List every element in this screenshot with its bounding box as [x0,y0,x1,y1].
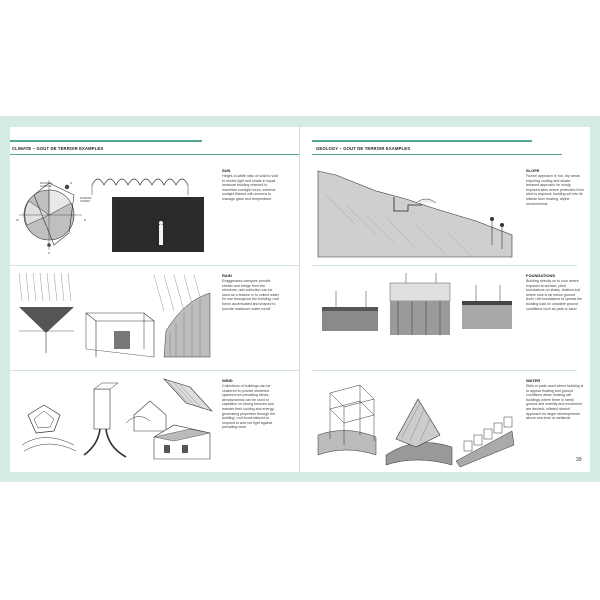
sun-east-label: E [84,218,87,222]
panel-divider [10,265,300,266]
sun-evening-label: EVENING SUNSET [80,197,92,203]
foundations-caption-text: Building directly on to rock where exposed at surface; piled foundations on shaky, shallow soil where rock is far below ground level; raft foundations to spread the building load on unstable ground conditions such as peat or sand [526,279,583,311]
panel-divider [312,265,577,266]
section-rule [10,140,202,142]
wind-diagram-svg [14,375,214,467]
left-section-title: CLIMATE – GOUT DE TERROIR EXAMPLES [12,146,104,151]
sun-caption-title: SUN [222,168,231,173]
book-spread [0,116,600,482]
left-page [10,127,300,472]
water-caption-title: WATER [526,378,541,383]
sun-south-label: S [48,251,51,255]
rain-diagram-svg [14,271,214,363]
panel-divider [312,370,577,371]
water-illustration [316,375,516,467]
foundations-diagram-svg [316,271,516,363]
slope-caption-title: SLOPE [526,168,540,173]
sun-diagram-svg [14,165,214,257]
sun-morning-label: MORNING SUNRISE [40,182,53,188]
slope-illustration [316,165,516,257]
water-diagram-svg [316,375,516,467]
rain-caption-text: Exaggerated canopies provide shelter and refuge from the elements; rain collection can be used as a feature or to collect water for use throughout the building; roof forms accentuated and shaped to provide maximum water runoff [222,279,279,311]
page-number: 39 [576,457,582,463]
panel-divider [10,370,300,371]
rain-illustration [14,271,214,363]
sun-caption-text: Height-to-width ratio of solid to void to render light and shade in equal measure building oriented to maximize sunlight hours; extreme sunlight filtered with screens to manage glare and temperature [222,174,279,201]
sun-illustration [14,165,214,257]
rain-caption-title: RAIN [222,273,232,278]
sun-west-label: W [16,218,19,222]
right-page [300,127,590,472]
right-section-title: GEOLOGY – GOUT DE TERROIR EXAMPLES [316,146,411,151]
section-underline [312,154,562,155]
slope-caption-text: Funnel approach in hot, dry areas requiring cooling and shade; terraced approach for windy, exposed sites where protection from wind is required; building set into its hillside form heating, alpine environments [526,174,584,206]
wind-caption-text: Collections of buildings can be clustered to provide sheltered spaces from prevailing winds; aerodynamics can be used to capitalize on strong breezes and transfer their cooling and energy-generating properties through the building; roof forms tailored to respond to and not fight against prevailing wind [222,384,276,430]
wind-illustration [14,375,214,467]
foundations-illustration [316,271,516,363]
section-rule [312,140,532,142]
foundations-caption-title: FOUNDATIONS [526,273,556,278]
slope-diagram-svg [316,165,516,257]
section-underline [10,154,300,155]
water-caption-text: Stilts or pads used where building is to appear floating and ground conditions allow; floating raft buildings where there is rarely ground and mobility and movement are desired; inflated 'stretch' approach for larger developments above sea level or wetlands [526,384,584,421]
sun-north-label: N [70,181,73,185]
wind-caption-title: WIND [222,378,233,383]
